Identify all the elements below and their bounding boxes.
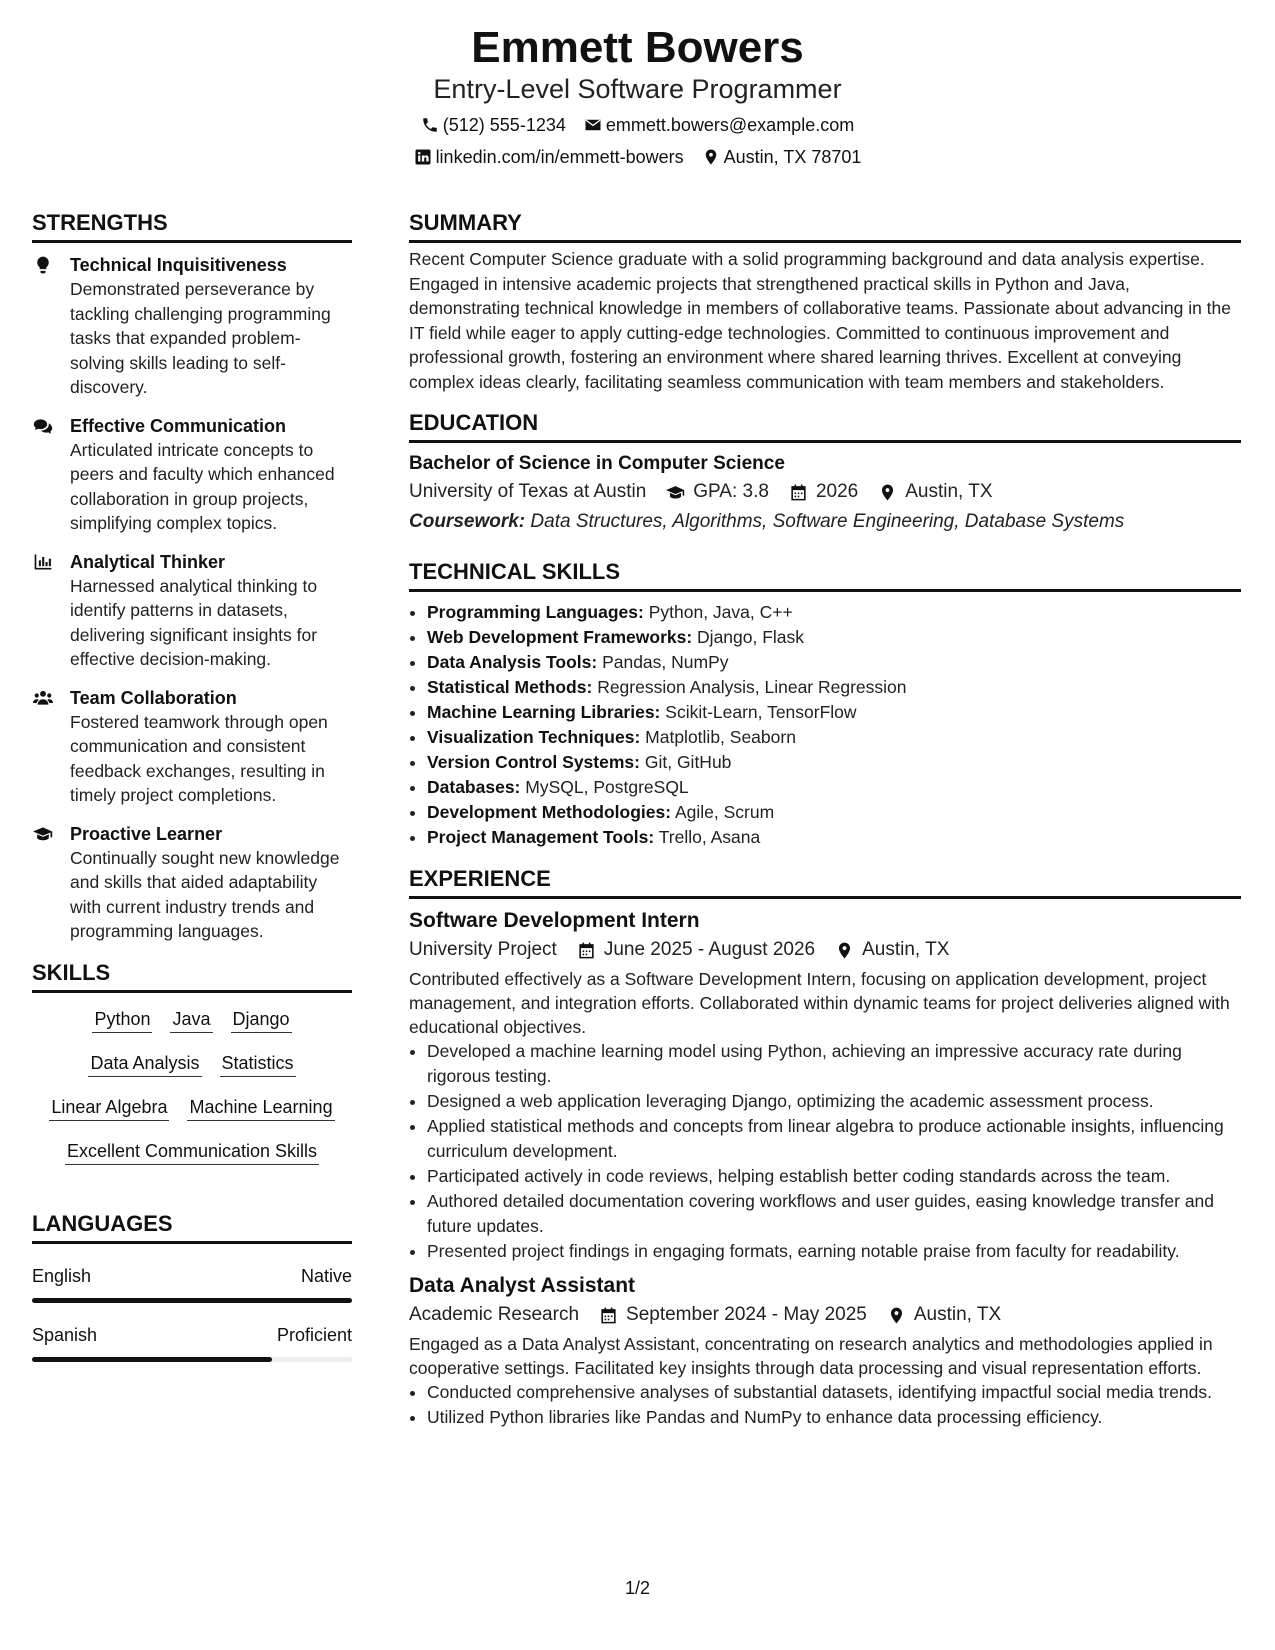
- job-meta: [409, 1300, 1241, 1330]
- linkedin-text[interactable]: linkedin.com/in/emmett-bowers: [435, 147, 684, 167]
- chart-icon: [32, 552, 54, 572]
- language-level-bar: [32, 1298, 352, 1303]
- strength-desc: Fostered teamwork through open communication and consistent feedback exchanges, resulting in timely project completions.: [70, 711, 328, 805]
- strength-item: [32, 550, 352, 672]
- list-item: • Utilized Python libraries like Pandas and NumPy to enhance data processing efficiency.: [427, 1405, 1241, 1430]
- email-text[interactable]: emmett.bowers@example.com: [605, 115, 855, 135]
- skill-tag: Data Analysis: [88, 1051, 201, 1077]
- strength-title: Proactive Learner: [70, 823, 223, 844]
- strength-title: Technical Inquisitiveness: [70, 255, 287, 275]
- job-org: University Project: [409, 939, 557, 960]
- users-icon: [32, 688, 54, 708]
- job-title: Data Analyst Assistant: [409, 1274, 636, 1297]
- location-text: Austin, TX 78701: [723, 147, 862, 167]
- job-org: Academic Research: [409, 1304, 580, 1325]
- degree-title: Bachelor of Science in Computer Science: [409, 453, 785, 474]
- job-entry: [409, 1272, 1241, 1430]
- job-dates: June 2025 - August 2026: [603, 939, 816, 960]
- strength-desc: Harnessed analytical thinking to identify patterns in datasets, delivering significant insights for effective decision-making.: [70, 575, 318, 669]
- skills-tags: [32, 1007, 352, 1165]
- gpa-text: GPA: 3.8: [693, 481, 769, 502]
- list-item: • Project Management Tools: Trello, Asana: [427, 825, 1241, 850]
- skill-tag: Statistics: [220, 1051, 296, 1077]
- strength-desc: Demonstrated perseverance by tackling challenging programming tasks that expanded problem-solving skills leading to self-discovery.: [70, 279, 331, 397]
- language-level-bar: [32, 1357, 352, 1362]
- job-description: Contributed effectively as a Software Development Intern, focusing on application development, project management, and integration efforts. Collaborated within dynamic teams for project deliveries aligned with educational objectives.: [409, 969, 1230, 1037]
- coursework-label: Coursework:: [409, 511, 526, 532]
- strengths-list: [32, 253, 352, 944]
- calendar-icon: [577, 941, 596, 960]
- skills-heading: SKILLS: [32, 958, 352, 993]
- list-item: • Participated actively in code reviews, helping establish better coding standards across the team.: [427, 1164, 1241, 1189]
- strength-title: Analytical Thinker: [70, 551, 226, 572]
- graduation-cap-icon: [666, 483, 685, 502]
- coursework-line: [409, 507, 1241, 537]
- language-item: [32, 1323, 352, 1362]
- map-pin-icon: [878, 483, 897, 502]
- right-column: [409, 208, 1241, 1430]
- list-item: • Developed a machine learning model using Python, achieving an impressive accuracy rate during rigorous testing.: [427, 1039, 1241, 1089]
- strength-title: Team Collaboration: [70, 687, 237, 708]
- left-column: [32, 208, 352, 1362]
- languages-heading: LANGUAGES: [32, 1209, 352, 1244]
- map-pin-icon: [887, 1306, 906, 1325]
- language-level-fill: [32, 1357, 272, 1362]
- strengths-heading: STRENGTHS: [32, 208, 352, 243]
- strength-desc: Articulated intricate concepts to peers and faculty which enhanced collaboration in group projects, simplifying complex topics.: [70, 439, 335, 533]
- list-item: • Conducted comprehensive analyses of substantial datasets, identifying impactful social media trends.: [427, 1380, 1241, 1405]
- list-item: • Statistical Methods: Regression Analysis, Linear Regression: [427, 675, 1241, 700]
- technical-skills-list: [409, 600, 1241, 850]
- linkedin-item[interactable]: [414, 144, 684, 170]
- coursework-text: Data Structures, Algorithms, Software Engineering, Database Systems: [530, 511, 1125, 532]
- list-item: • Development Methodologies: Agile, Scrum: [427, 800, 1241, 825]
- phone-item: [421, 112, 566, 138]
- list-item: • Visualization Techniques: Matplotlib, Seaborn: [427, 725, 1241, 750]
- strength-title: Effective Communication: [70, 415, 287, 436]
- job-bullets: [409, 1380, 1241, 1430]
- skill-tag: Python: [92, 1007, 152, 1033]
- summary-heading: SUMMARY: [409, 208, 1241, 243]
- strength-item: [32, 686, 352, 808]
- language-level-fill: [32, 1298, 352, 1303]
- linkedin-icon: [414, 148, 432, 166]
- skill-row: [32, 1139, 352, 1165]
- list-item: • Presented project findings in engaging formats, earning notable praise from faculty for readability.: [427, 1239, 1241, 1264]
- location-item: [702, 144, 862, 170]
- language-level: Native: [300, 1265, 352, 1286]
- school-name: University of Texas at Austin: [409, 481, 647, 502]
- list-item: • Machine Learning Libraries: Scikit-Learn, TensorFlow: [427, 700, 1241, 725]
- skill-tag: Java: [170, 1007, 212, 1033]
- language-name: English: [32, 1265, 92, 1286]
- phone-text: (512) 555-1234: [442, 115, 566, 135]
- job-entry: [409, 907, 1241, 1264]
- skill-tag: Linear Algebra: [49, 1095, 169, 1121]
- email-item[interactable]: [584, 112, 854, 138]
- envelope-icon: [584, 116, 602, 134]
- candidate-name: Emmett Bowers: [471, 23, 804, 72]
- technical-skills-heading: TECHNICAL SKILLS: [409, 557, 1241, 592]
- contact-row-1: [0, 112, 1275, 138]
- map-pin-icon: [835, 941, 854, 960]
- list-item: • Data Analysis Tools: Pandas, NumPy: [427, 650, 1241, 675]
- graduation-cap-icon: [32, 824, 54, 844]
- list-item: • Programming Languages: Python, Java, C++: [427, 600, 1241, 625]
- lightbulb-icon: [32, 255, 54, 275]
- language-name: Spanish: [32, 1324, 98, 1345]
- candidate-title: Entry-Level Software Programmer: [433, 74, 842, 104]
- school-location: Austin, TX: [905, 481, 993, 502]
- skill-row: [32, 1007, 352, 1033]
- list-item: • Web Development Frameworks: Django, Flask: [427, 625, 1241, 650]
- skill-row: [32, 1051, 352, 1077]
- page-number: 1/2: [624, 1578, 651, 1598]
- contact-row-2: [0, 144, 1275, 170]
- list-item: • Applied statistical methods and concepts from linear algebra to produce actionable insights, influencing curriculum development.: [427, 1114, 1241, 1164]
- strength-item: [32, 822, 352, 944]
- summary-text: Recent Computer Science graduate with a solid programming background and data analysis expertise. Engaged in intensive academic projects that strengthened practical skills in Python and Java, demonstrating technical knowledge in members of collaborative teams. Passionate about advancing in the IT field while eager to apply cutting-edge technologies. Committed to continuous improvement and professional growth, fostering an environment where shared learning thrives. Excellent at conveying complex ideas clearly, facilitating seamless communication with team members and stakeholders.: [409, 249, 1232, 392]
- comments-icon: [32, 416, 54, 436]
- map-pin-icon: [702, 148, 720, 166]
- strength-item: [32, 414, 352, 536]
- job-description: Engaged as a Data Analyst Assistant, concentrating on research analytics and methodologies applied in cooperative settings. Facilitated key insights through data processing and visual representation efforts.: [409, 1334, 1213, 1378]
- language-level: Proficient: [276, 1324, 352, 1345]
- language-item: [32, 1264, 352, 1303]
- strength-item: [32, 253, 352, 400]
- job-location: Austin, TX: [913, 1304, 1002, 1325]
- graduation-year: 2026: [815, 481, 859, 502]
- list-item: • Authored detailed documentation covering workflows and user guides, easing knowledge transfer and future updates.: [427, 1189, 1241, 1239]
- education-heading: EDUCATION: [409, 408, 1241, 443]
- list-item: • Databases: MySQL, PostgreSQL: [427, 775, 1241, 800]
- job-bullets: [409, 1039, 1241, 1264]
- job-location: Austin, TX: [862, 939, 950, 960]
- skill-tag: Django: [231, 1007, 292, 1033]
- skill-row: [32, 1095, 352, 1121]
- phone-icon: [421, 116, 439, 134]
- strength-desc: Continually sought new knowledge and skills that aided adaptability with current industry trends and programming languages.: [70, 847, 340, 941]
- job-title: Software Development Intern: [409, 909, 700, 932]
- skill-tag: Machine Learning: [187, 1095, 334, 1121]
- languages-section: [32, 1209, 352, 1362]
- list-item: • Version Control Systems: Git, GitHub: [427, 750, 1241, 775]
- calendar-icon: [789, 483, 808, 502]
- list-item: • Designed a web application leveraging Django, optimizing the academic assessment process.: [427, 1089, 1241, 1114]
- experience-heading: EXPERIENCE: [409, 864, 1241, 899]
- resume-header: [0, 22, 1275, 170]
- education-meta: [409, 477, 1241, 507]
- job-meta: [409, 935, 1241, 965]
- calendar-icon: [599, 1306, 618, 1325]
- skill-tag: Excellent Communication Skills: [65, 1139, 319, 1165]
- job-dates: September 2024 - May 2025: [626, 1304, 867, 1325]
